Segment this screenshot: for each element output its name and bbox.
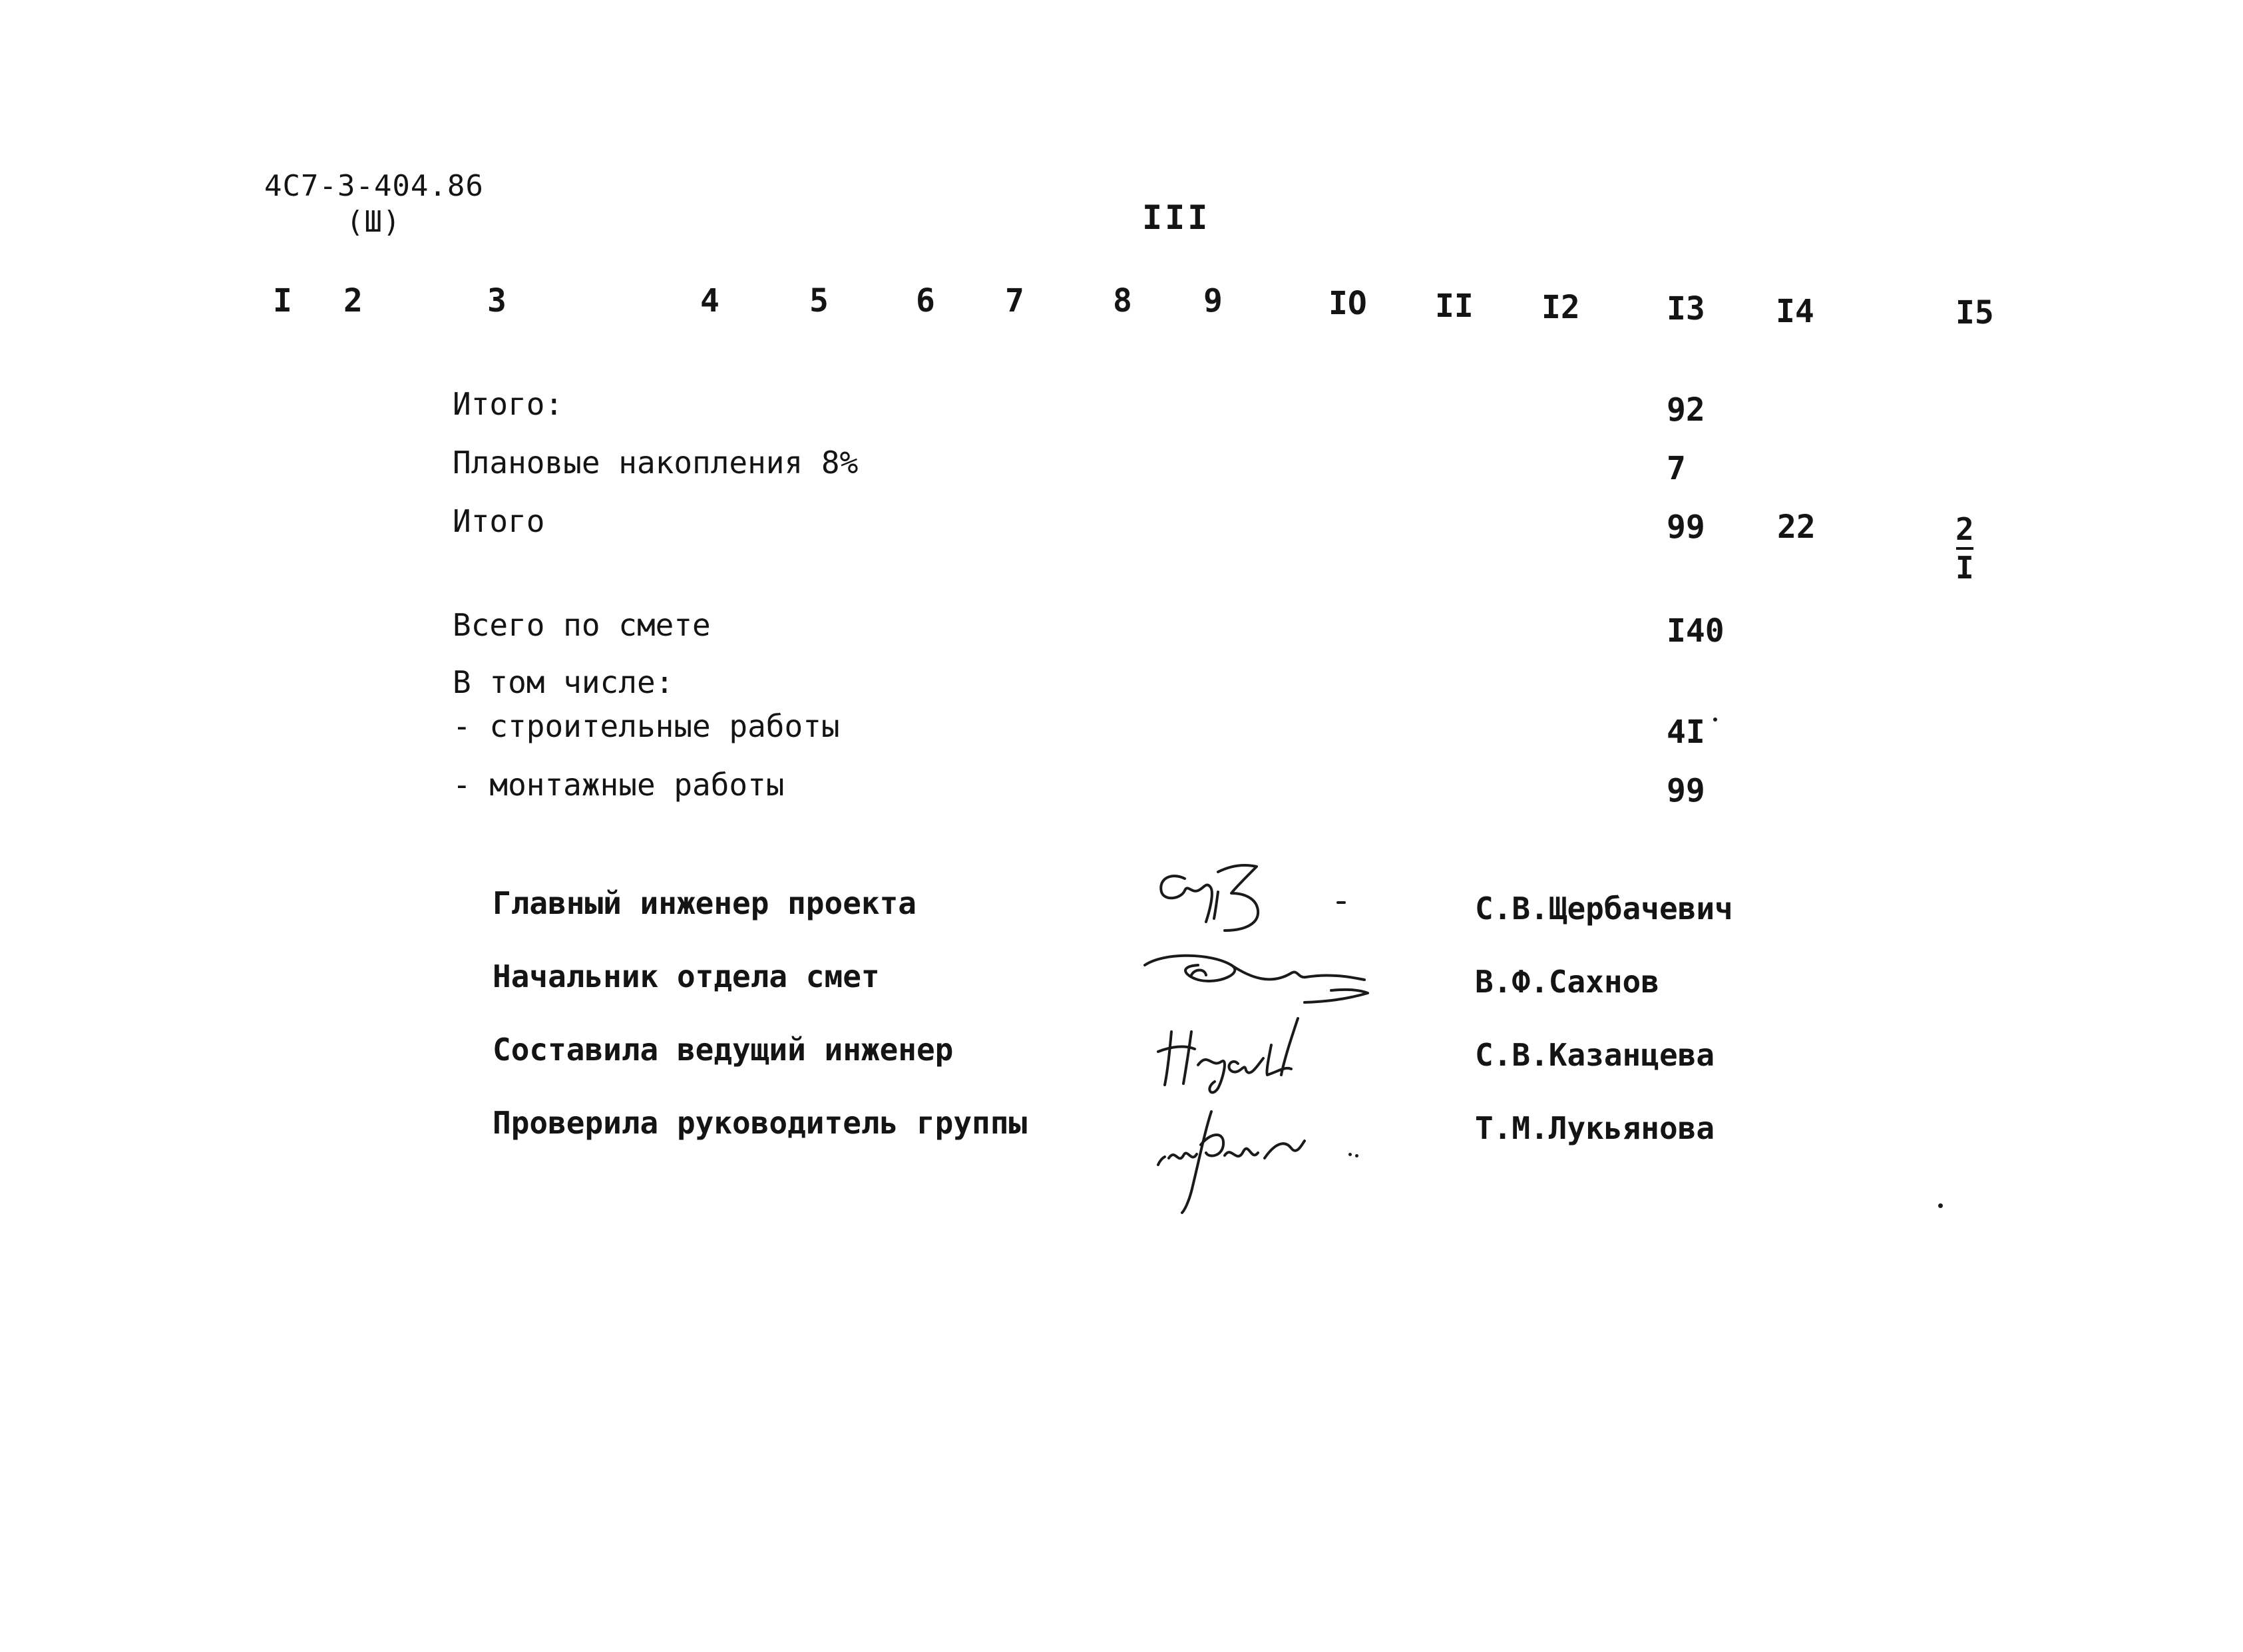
- column-number: II: [1435, 288, 1474, 325]
- handwritten-signature: [1145, 1005, 1344, 1098]
- handwritten-signature: [1145, 852, 1358, 952]
- column-number: 5: [809, 282, 829, 319]
- column-number: I3: [1667, 290, 1705, 327]
- signatory-role: Главный инженер проекта: [493, 885, 917, 921]
- fraction-denominator: I: [1955, 550, 1974, 586]
- column-number: 6: [916, 282, 935, 319]
- column-number: I2: [1541, 289, 1580, 326]
- column-13-value: 4I: [1667, 714, 1705, 751]
- column-number: I: [273, 282, 292, 319]
- column-number: 4: [700, 282, 719, 319]
- row-label: Плановые накопления 8%: [453, 445, 859, 481]
- column-13-value: 99: [1667, 509, 1705, 546]
- row-label: - строительные работы: [453, 708, 840, 744]
- row-label: Итого:: [453, 386, 564, 422]
- document-part: (Ш): [346, 205, 401, 239]
- scan-speck: [1355, 1154, 1358, 1157]
- signatory-role: Составила ведущий инженер: [493, 1032, 954, 1068]
- column-13-value: 99: [1667, 772, 1705, 809]
- column-13-value: I40: [1667, 612, 1725, 650]
- signatory-name: С.В.Казанцева: [1475, 1037, 1715, 1073]
- column-number: 7: [1005, 282, 1024, 319]
- column-number: 8: [1113, 282, 1132, 319]
- column-15-fraction: [1955, 511, 1974, 586]
- column-number: IO: [1328, 285, 1367, 322]
- document-code: 4C7-3-404.86: [264, 169, 484, 203]
- column-number: 2: [343, 282, 363, 319]
- scan-speck: [1713, 718, 1717, 722]
- scan-speck: [1348, 1153, 1352, 1156]
- row-label: Итого: [453, 503, 545, 539]
- row-label: В том числе:: [453, 664, 674, 700]
- column-number: I5: [1955, 294, 1994, 331]
- column-13-value: 92: [1667, 391, 1705, 429]
- row-label: Всего по смете: [453, 607, 711, 643]
- signatory-name: В.Ф.Сахнов: [1475, 964, 1659, 1000]
- signatory-role: Начальник отдела смет: [493, 958, 880, 994]
- scan-speck: [1938, 1203, 1943, 1208]
- signatory-name: С.В.Щербачевич: [1475, 891, 1733, 927]
- column-14-value: 22: [1777, 509, 1816, 546]
- column-number: 3: [487, 282, 507, 319]
- fraction-numerator: 2: [1955, 511, 1974, 547]
- column-number: 9: [1203, 282, 1223, 319]
- column-13-value: 7: [1667, 450, 1686, 487]
- column-number: I4: [1776, 293, 1814, 330]
- handwritten-signature: [1145, 1092, 1358, 1225]
- page-number: III: [1142, 198, 1211, 237]
- handwritten-signature: [1131, 938, 1384, 1012]
- signatory-role: Проверила руководитель группы: [493, 1105, 1028, 1141]
- signatory-name: Т.М.Лукьянова: [1475, 1110, 1715, 1146]
- row-label: - монтажные работы: [453, 767, 785, 803]
